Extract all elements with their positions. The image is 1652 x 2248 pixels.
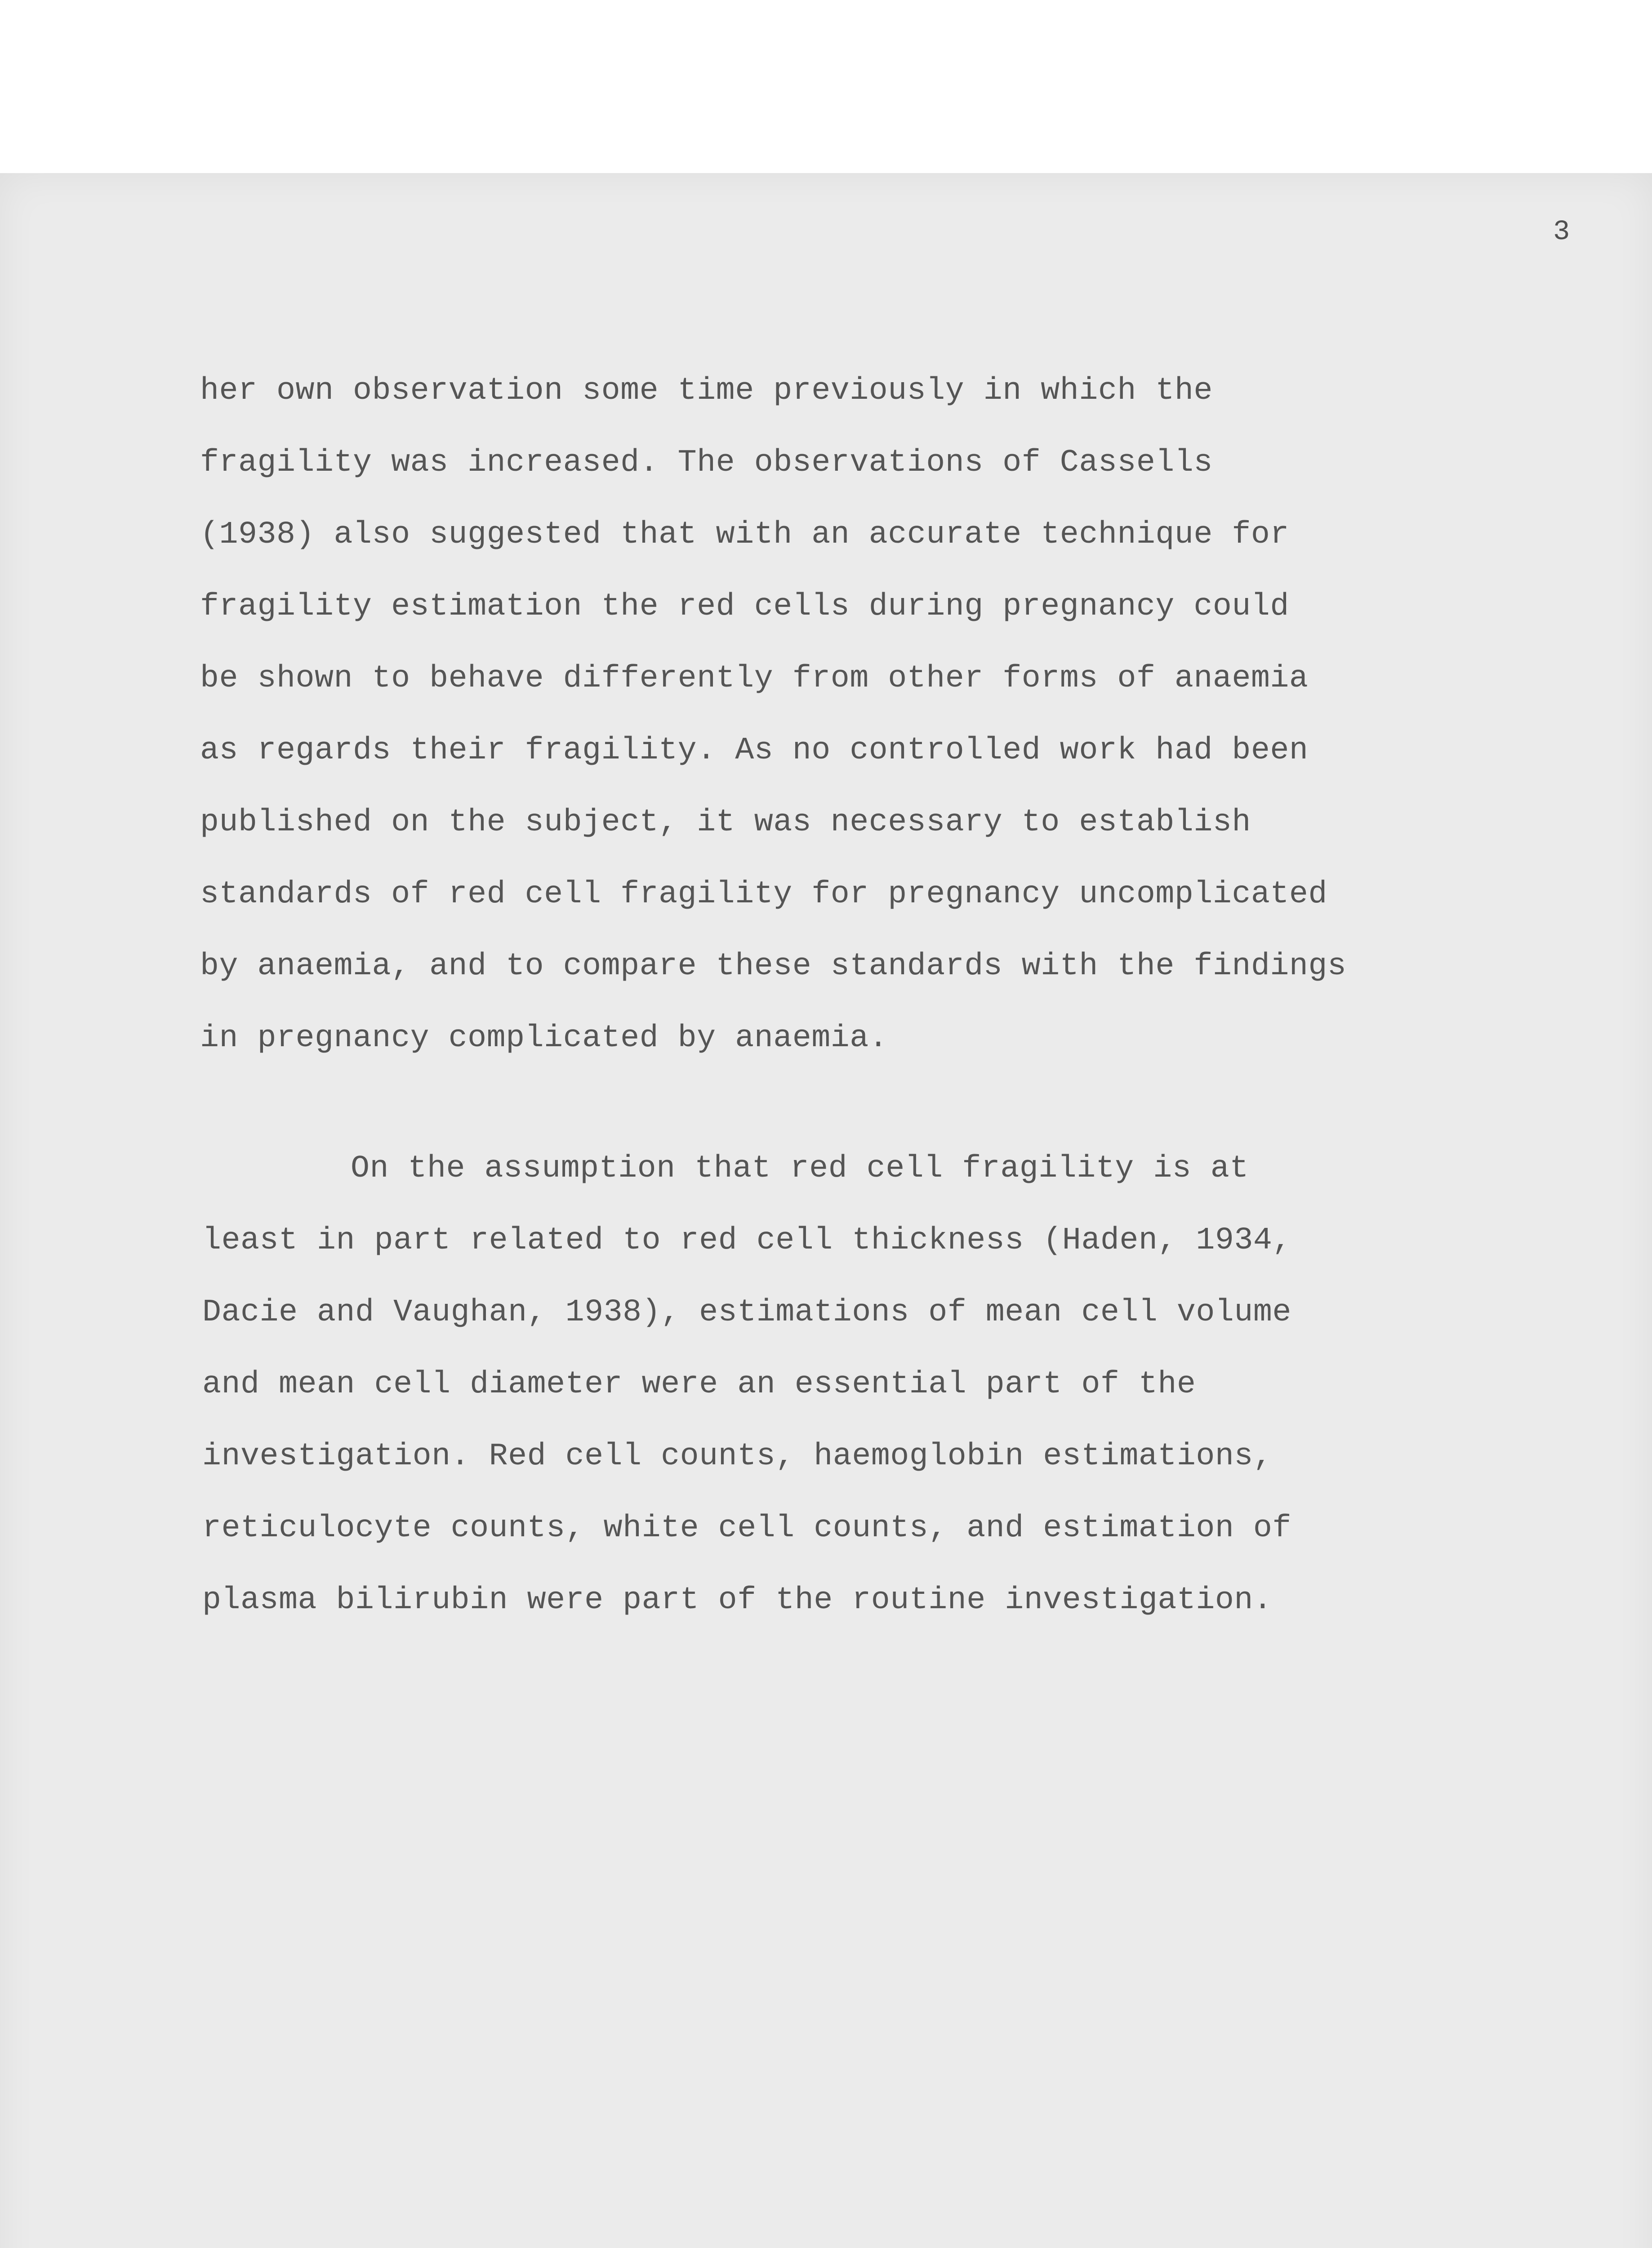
text-line: standards of red cell fragility for pregnancy uncomplicated [200,877,1327,912]
text-line: published on the subject, it was necessary to establish [200,805,1251,840]
text-line: by anaemia, and to compare these standards with the findings [200,949,1347,984]
text-line: in pregnancy complicated by anaemia. [200,1021,888,1056]
text-line: and mean cell diameter were an essential part of the [202,1367,1196,1402]
text-line: plasma bilirubin were part of the routine investigation. [202,1583,1273,1618]
text-line: be shown to behave differently from other forms of anaemia [200,661,1309,696]
text-line: least in part related to red cell thickness (Haden, 1934, [202,1223,1291,1258]
text-line: On the assumption that red cell fragility is at [351,1151,1249,1186]
text-line: Dacie and Vaughan, 1938), estimations of mean cell volume [202,1295,1291,1330]
text-line: investigation. Red cell counts, haemoglobin estimations, [202,1439,1273,1474]
text-line: fragility estimation the red cells during pregnancy could [200,589,1289,624]
page-number: 3 [1553,216,1570,248]
text-line: reticulocyte counts, white cell counts, and estimation of [202,1511,1291,1546]
paragraph-1 [200,355,1346,1075]
document-page [0,173,1652,2248]
text-line: as regards their fragility. As no controlled work had been [200,733,1309,768]
paragraph-2 [202,1133,1291,1637]
text-line: (1938) also suggested that with an accurate technique for [200,517,1289,553]
text-line: fragility was increased. The observations of Cassells [200,445,1213,481]
text-line: her own observation some time previously in which the [200,373,1213,409]
